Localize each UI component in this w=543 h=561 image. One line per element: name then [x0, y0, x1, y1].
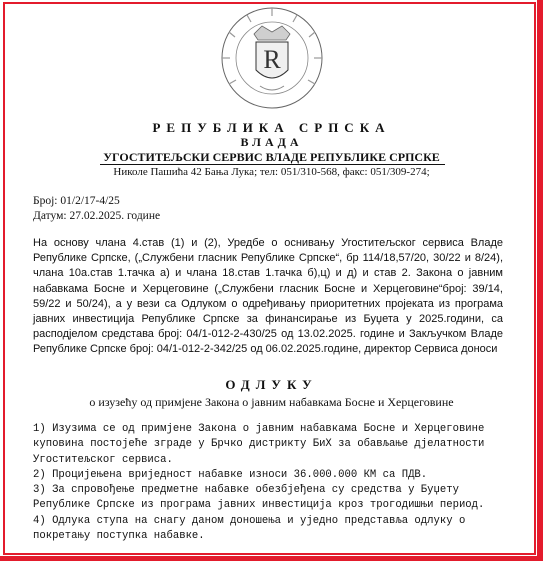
- svg-text:R: R: [263, 45, 281, 74]
- decision-title: ОДЛУКУ: [225, 377, 318, 392]
- coat-of-arms-emblem: [212, 4, 332, 114]
- red-border-bottom: [0, 556, 543, 561]
- decision-item-1: 1) Изузима се од примјене Закона о јавним набавкама Босне и Херцеговине куповина постојеће зграде у Брчко дистрикту БиХ за обављање дјелатности Угоститељског сервиса.: [33, 423, 485, 466]
- header-republic: РЕПУБЛИКА СРПСКА: [152, 120, 391, 135]
- document-number: Број: 01/2/17-4/25: [33, 195, 120, 207]
- preamble-paragraph: На основу члана 4.став (1) и (2), Уредбе о оснивању Угоститељског сервиса Владе Републике Српске, („Службени гласник Републике Српске“, бр 114/18,57/20, 30/22 и 8/24), члана 10а.став 1.тачка а) и члана 18.став 1.тачка б),ц) и д) и став 2. Закона о јавним набавкама Босне и Херцеговине („Службени гласник Босне и Херцеговине“број: 39/14, 59/22 и 50/24), а у вези са Одлуком о одређивању приоритетних пројеката из програма јавних инвестиција Републике Српске за финансирање из Буџета у 2025.години, са расподјелом средстава број: 04/1-012-2-430/25 од 13.02.2025. године и Закључком Владе Републике Српске број: 04/1-012-2-342/25 од 06.02.2025.године, директор Сервиса доноси: [33, 237, 503, 356]
- header-service: УГОСТИТЕЉСКИ СЕРВИС ВЛАДЕ РЕПУБЛИКЕ СРПСКЕ: [103, 150, 440, 164]
- decision-item-4: 4) Одлука ступа на снагу даном доношења и уједно представља одлуку о покретању поступка набавке.: [33, 514, 466, 543]
- document-date: Датум: 27.02.2025. године: [33, 210, 161, 222]
- decision-item-3: 3) За спровођење предметне набавке обезбјеђена су средства у Буџету Републике Српске из програма јавних инвестиција кроз трогодишњи период.: [33, 484, 485, 512]
- header-government: ВЛАДА: [240, 135, 303, 149]
- header-divider: [100, 164, 445, 165]
- red-border-right: [537, 0, 543, 561]
- decision-subtitle: о изузећу од примјене Закона о јавним набавкама Босне и Херцеговине: [89, 395, 454, 409]
- decision-items: [33, 422, 503, 544]
- header-address: Николе Пашића 42 Бања Лука; тел: 051/310-568, факс: 051/309-274;: [113, 166, 430, 178]
- decision-item-2: 2) Процијењена вриједност набавке износи 36.000.000 КМ са ПДВ.: [33, 468, 428, 481]
